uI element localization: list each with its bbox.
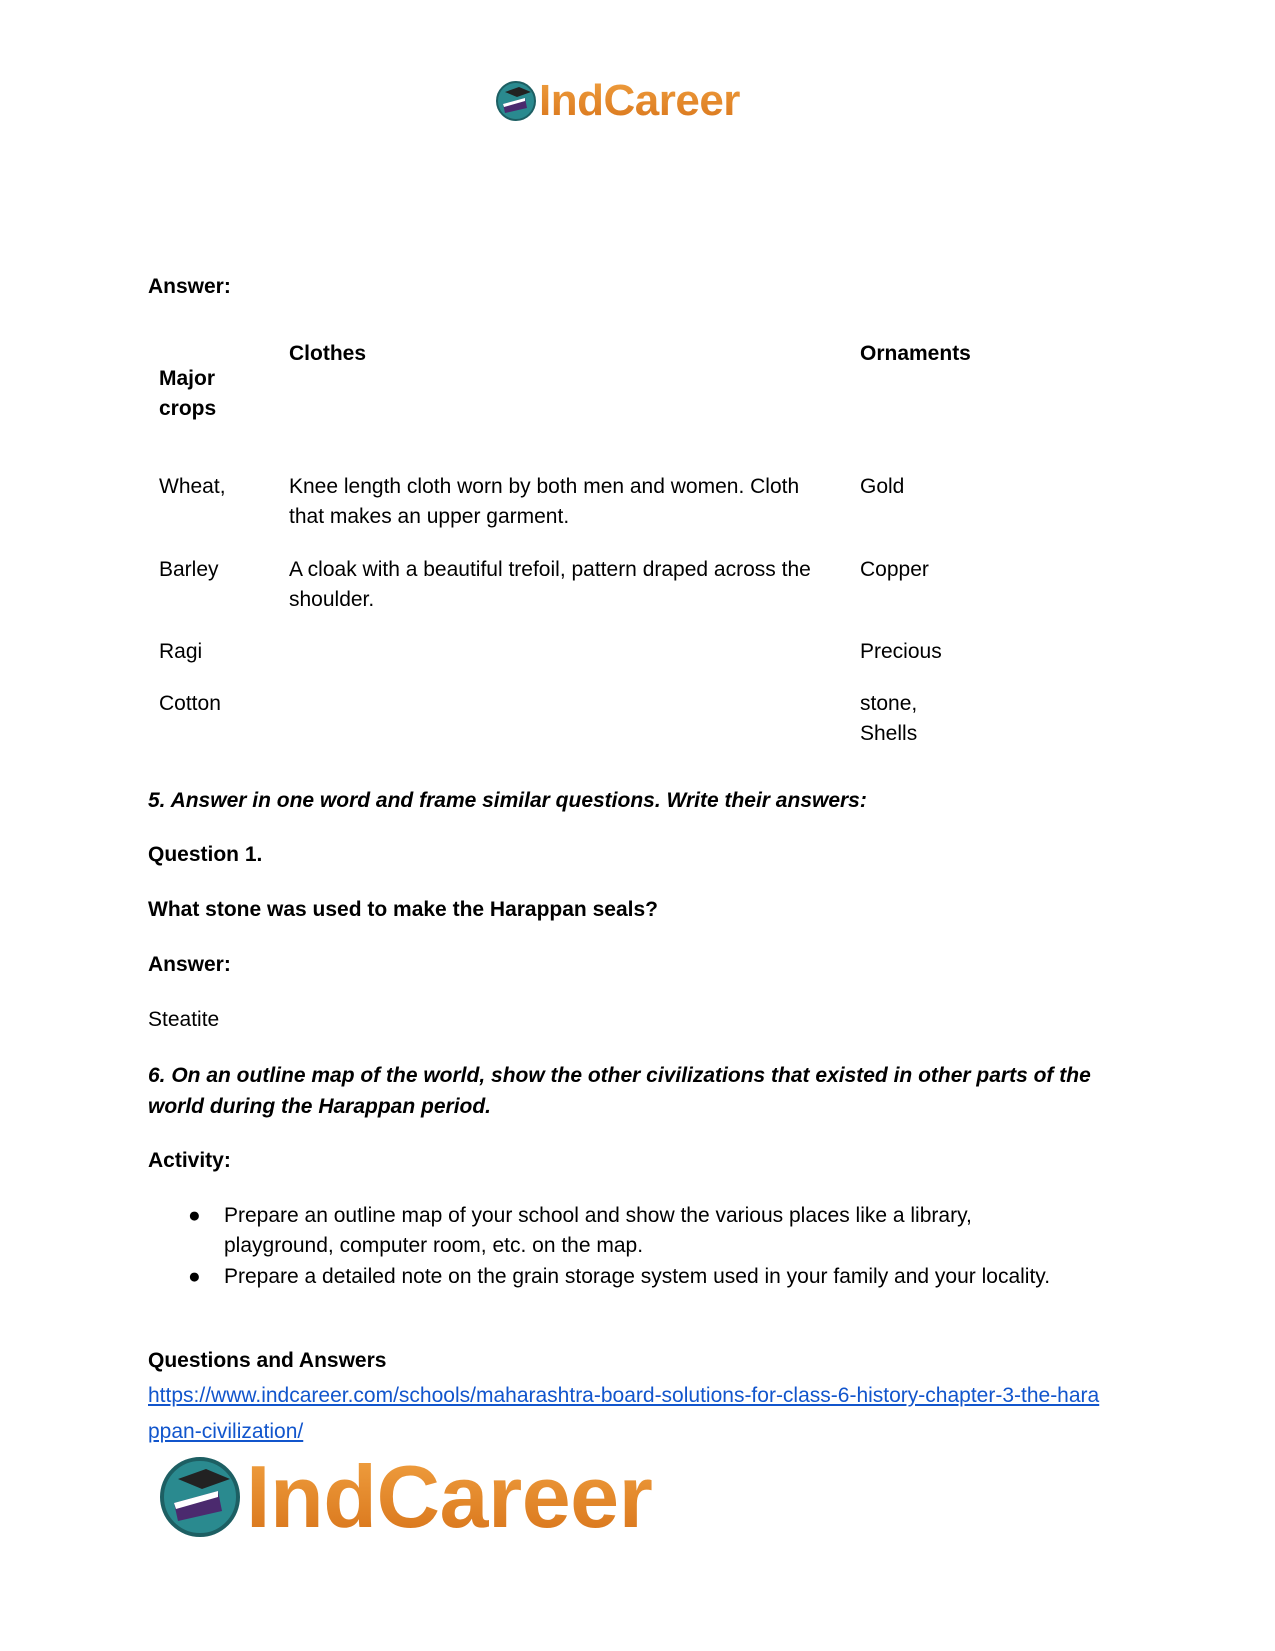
question1-text: What stone was used to make the Harappan seals? xyxy=(148,898,658,921)
answer2-label: Answer: xyxy=(148,953,231,976)
question1-label: Question 1. xyxy=(148,843,263,866)
qa-link[interactable]: https://www.indcareer.com/schools/maharashtra-board-solutions-for-class-6-history-chapter-3-the-harappan-civilization/ xyxy=(148,1384,1100,1443)
activity-label: Activity: xyxy=(148,1149,231,1172)
logo-wordmark: IndCareer xyxy=(539,76,740,125)
q6-heading: 6. On an outline map of the world, show the other civilizations that existed in other parts of the world during the Harappan period. xyxy=(148,1064,1091,1118)
logo-wordmark: IndCareer xyxy=(246,1447,653,1546)
ornament-cell: Copper xyxy=(860,558,929,581)
footer-logo xyxy=(158,1447,653,1546)
header-logo xyxy=(495,76,740,126)
globe-book-icon xyxy=(495,80,537,122)
ornament-cell: stone, Shells xyxy=(860,692,918,745)
q5-heading: 5. Answer in one word and frame similar questions. Write their answers: xyxy=(148,789,867,812)
bullet-icon: ● xyxy=(188,1204,201,1227)
crop-cell: Cotton xyxy=(159,692,221,715)
answer-label: Answer: xyxy=(148,275,231,298)
crop-cell: Wheat, xyxy=(159,475,226,498)
bullet-icon: ● xyxy=(188,1265,201,1288)
ornament-cell: Gold xyxy=(860,475,905,498)
qa-link-container xyxy=(148,1378,1108,1450)
crop-cell: Ragi xyxy=(159,640,203,663)
answer2-text: Steatite xyxy=(148,1008,220,1031)
header-ornaments: Ornaments xyxy=(860,342,971,365)
ornament-cell: Precious xyxy=(860,640,942,663)
qa-label: Questions and Answers xyxy=(148,1349,387,1372)
clothes-cell: A cloak with a beautiful trefoil, pattern draped across the shoulder. xyxy=(289,558,811,611)
clothes-cell: Knee length cloth worn by both men and women. Cloth that makes an upper garment. xyxy=(289,475,800,528)
header-crops: Major crops xyxy=(159,367,217,420)
crop-cell: Barley xyxy=(159,558,219,581)
header-clothes: Clothes xyxy=(289,342,367,365)
list-item-text: Prepare an outline map of your school and show the various places like a library, playground, computer room, etc. on the map. xyxy=(224,1204,972,1257)
globe-book-icon xyxy=(158,1455,242,1539)
list-item-text: Prepare a detailed note on the grain storage system used in your family and your locality. xyxy=(224,1265,1051,1288)
